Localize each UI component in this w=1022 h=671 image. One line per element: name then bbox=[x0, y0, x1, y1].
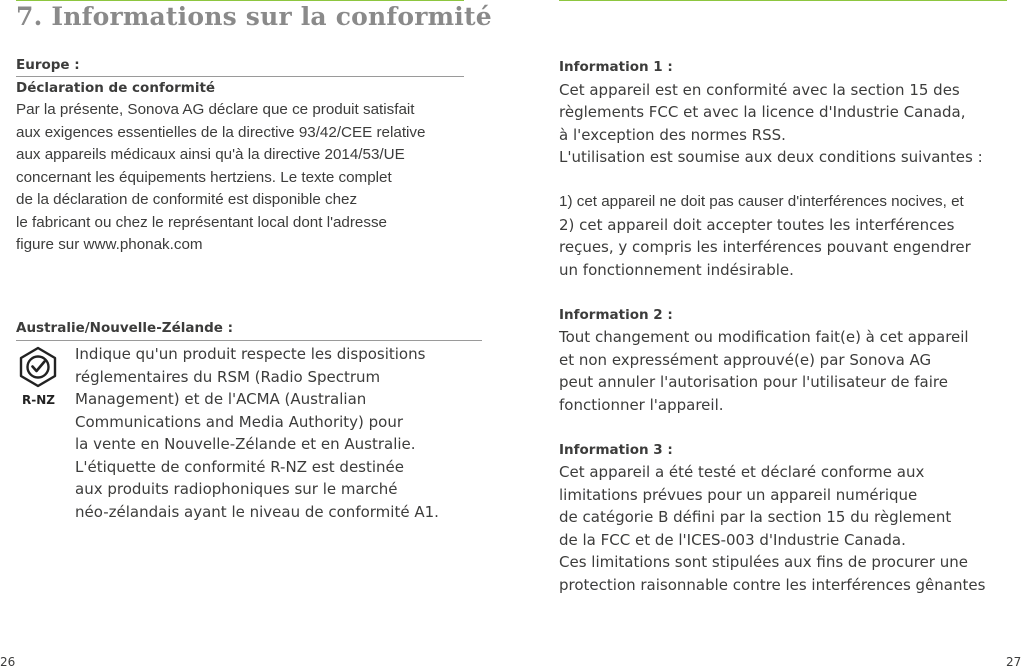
text-line: de la déclaration de conformité est disponible chez bbox=[16, 191, 358, 208]
text-line: Communications and Media Authority) pour bbox=[75, 412, 404, 431]
rnz-mark-label: R-NZ bbox=[22, 393, 55, 407]
text-line: peut annuler l'autorisation pour l'utilisateur de faire bbox=[559, 373, 948, 391]
text-line: fonctionner l'appareil. bbox=[559, 395, 724, 414]
text-line: Management) et de l'ACMA (Australian bbox=[75, 390, 367, 408]
australia-heading: Australie/Nouvelle-Zélande : bbox=[16, 320, 234, 336]
text-line: la vente en Nouvelle-Zélande et en Australie. bbox=[75, 435, 416, 453]
text-line: un fonctionnement indésirable. bbox=[559, 260, 794, 279]
text-line: règlements FCC et avec la licence d'Industrie Canada, bbox=[559, 103, 966, 121]
spacer bbox=[559, 169, 985, 192]
text-line: aux exigences essentielles de la directive 93/42/CEE relative bbox=[16, 123, 426, 141]
text-line: Tout changement ou modification fait(e) à cet appareil bbox=[559, 328, 969, 346]
text-line: Cet appareil a été testé et déclaré conforme aux bbox=[559, 463, 925, 481]
text-line: aux produits radiophoniques sur le marché bbox=[75, 480, 398, 498]
text-line: le fabricant ou chez le représentant local dont l'adresse bbox=[16, 213, 387, 231]
europe-heading: Europe : bbox=[16, 57, 80, 73]
text-line: L'étiquette de conformité R-NZ est destinée bbox=[75, 457, 405, 476]
text-line: Cet appareil est en conformité avec la section 15 des bbox=[559, 80, 960, 99]
europe-divider bbox=[16, 76, 464, 77]
info-1-block bbox=[559, 56, 985, 596]
text-line: aux appareils médicaux ainsi qu'à la directive 2014/53/UE bbox=[16, 146, 405, 163]
info-2-heading: Information 2 : bbox=[559, 306, 673, 323]
spacer bbox=[559, 416, 985, 439]
section-title: 7. Informations sur la conformité bbox=[16, 2, 492, 31]
text-line: figure sur www.phonak.com bbox=[16, 236, 203, 253]
text-line: limitations prévues pour un appareil numérique bbox=[559, 485, 918, 504]
right-top-rule bbox=[559, 0, 1007, 1]
page-number-left: 26 bbox=[0, 655, 16, 669]
text-line: Par la présente, Sonova AG déclare que ce produit satisfait bbox=[16, 101, 415, 118]
condition-2: 2) cet appareil doit accepter toutes les interférences bbox=[559, 215, 955, 234]
info-3-heading: Information 3 : bbox=[559, 441, 673, 458]
spacer bbox=[559, 281, 985, 304]
australia-text bbox=[75, 343, 439, 523]
text-line: de catégorie B défini par la section 15 du règlement bbox=[559, 508, 952, 526]
text-line: de la FCC et de l'ICES-003 d'Industrie Canada. bbox=[559, 530, 906, 549]
condition-1: 1) cet appareil ne doit pas causer d'interférences nocives, et bbox=[559, 193, 964, 210]
text-line: Ces limitations sont stipulées aux fins de procurer une bbox=[559, 553, 968, 571]
rcm-compliance-mark-icon bbox=[16, 345, 60, 389]
page-number-right: 27 bbox=[1006, 655, 1022, 669]
australia-divider bbox=[16, 340, 482, 341]
europe-subheading: Déclaration de conformité bbox=[16, 80, 216, 96]
text-line: à l'exception des normes RSS. bbox=[559, 125, 786, 144]
text-line: Indique qu'un produit respecte les dispositions bbox=[75, 345, 426, 363]
text-line: néo-zélandais ayant le niveau de conformité A1. bbox=[75, 502, 439, 521]
text-line: et non expressément approuvé(e) par Sonova AG bbox=[559, 350, 932, 369]
text-line: reçues, y compris les interférences pouvant engendrer bbox=[559, 238, 971, 256]
europe-declaration-text bbox=[16, 99, 425, 257]
text-line: réglementaires du RSM (Radio Spectrum bbox=[75, 367, 381, 386]
text-line: protection raisonnable contre les interférences gênantes bbox=[559, 575, 986, 594]
left-top-rule bbox=[16, 0, 464, 1]
info-1-heading: Information 1 : bbox=[559, 59, 673, 75]
text-line: L'utilisation est soumise aux deux conditions suivantes : bbox=[559, 148, 983, 166]
text-line: concernant les équipements hertziens. Le texte complet bbox=[16, 168, 392, 186]
